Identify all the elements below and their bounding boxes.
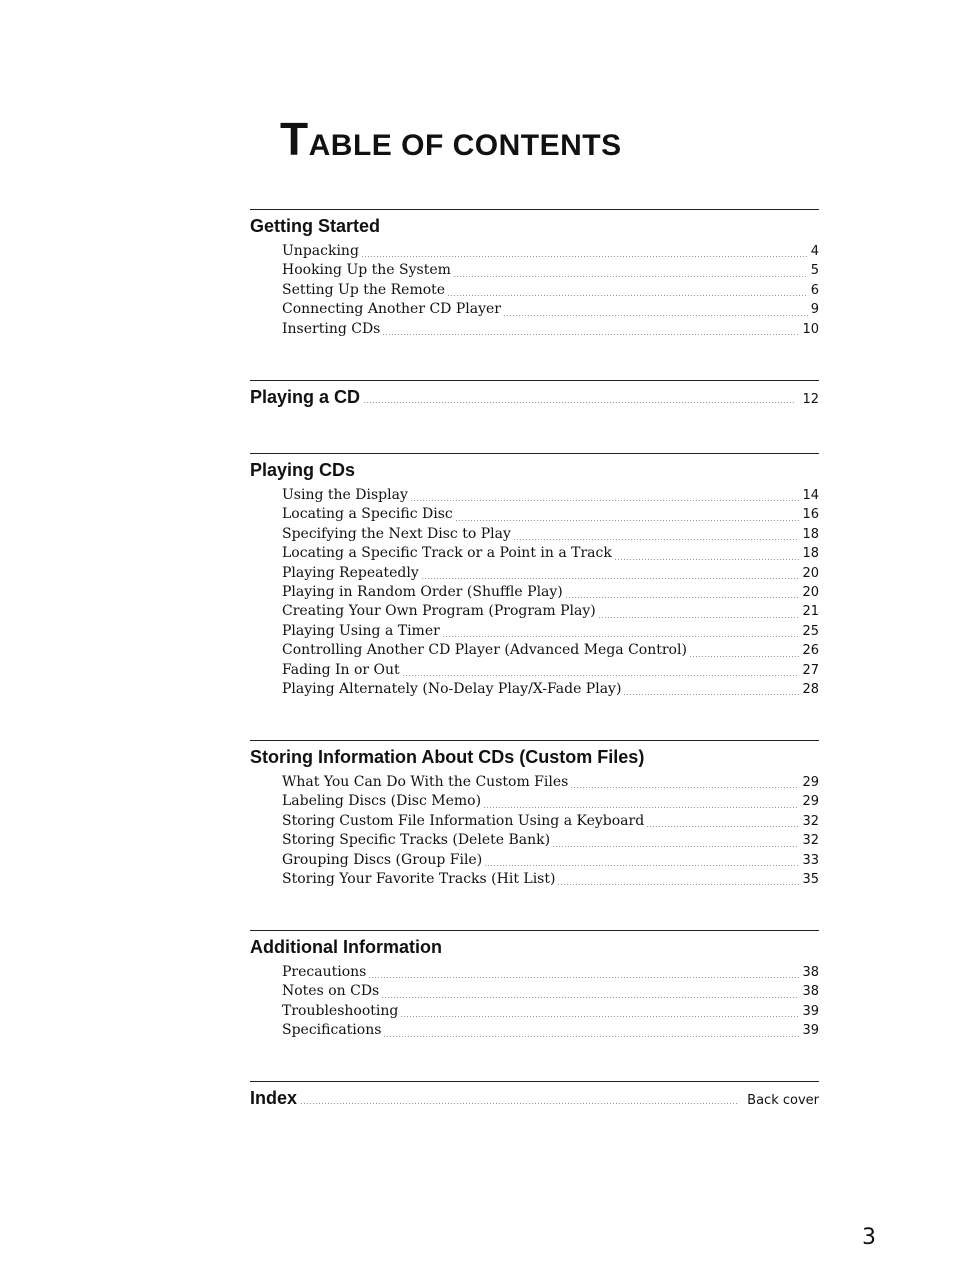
dot-leader bbox=[689, 656, 800, 657]
toc-entry-label: Connecting Another CD Player bbox=[282, 301, 501, 318]
toc-entry[interactable] bbox=[282, 681, 819, 700]
toc-entry-page: 32 bbox=[802, 813, 819, 829]
toc-entry-page: 5 bbox=[810, 263, 819, 279]
dot-leader bbox=[363, 402, 794, 403]
section-heading: Playing CDs bbox=[250, 460, 356, 480]
dot-leader bbox=[361, 256, 808, 257]
toc-entry-page: Back cover bbox=[747, 1093, 819, 1108]
dot-leader bbox=[300, 1103, 739, 1104]
toc-entry-label: Notes on CDs bbox=[282, 983, 380, 1000]
dot-leader bbox=[455, 520, 800, 521]
section-heading: Index bbox=[250, 1088, 298, 1108]
toc-entry[interactable] bbox=[282, 506, 819, 525]
toc-entry-page: 21 bbox=[802, 604, 819, 620]
section-getting-started bbox=[250, 209, 819, 340]
toc-entry[interactable] bbox=[282, 526, 819, 545]
toc-entry-page: 35 bbox=[802, 871, 819, 887]
dot-leader bbox=[400, 1016, 799, 1017]
toc-entry-page: 27 bbox=[802, 662, 819, 678]
toc-entry-page: 14 bbox=[802, 488, 819, 503]
toc-entry[interactable] bbox=[282, 243, 819, 262]
toc-entry[interactable] bbox=[282, 1022, 819, 1041]
toc-entry[interactable] bbox=[282, 565, 819, 584]
toc-entry-label: Specifications bbox=[282, 1022, 382, 1039]
toc-entry[interactable] bbox=[282, 301, 819, 320]
section-additional-information bbox=[250, 930, 819, 1042]
toc-entry-label: Storing Specific Tracks (Delete Bank) bbox=[282, 832, 551, 849]
dot-leader bbox=[368, 977, 799, 978]
dot-leader bbox=[410, 500, 800, 501]
toc-entry[interactable] bbox=[282, 983, 819, 1002]
toc-entry[interactable] bbox=[282, 262, 819, 281]
toc-entry[interactable] bbox=[282, 793, 819, 812]
dot-leader bbox=[646, 826, 799, 827]
dot-leader bbox=[484, 865, 799, 866]
dot-leader bbox=[557, 884, 799, 885]
toc-entry[interactable] bbox=[282, 1003, 819, 1022]
toc-heading-entry[interactable] bbox=[250, 1087, 819, 1109]
dot-leader bbox=[402, 675, 800, 676]
toc-entry-label: Precautions bbox=[282, 964, 367, 980]
dot-leader bbox=[598, 617, 800, 618]
toc-entry[interactable] bbox=[282, 603, 819, 622]
toc-heading-entry[interactable] bbox=[250, 386, 819, 408]
toc-entry-label: Locating a Specific Track or a Point in a Track bbox=[282, 545, 612, 562]
toc-entry-label: Troubleshooting bbox=[282, 1002, 399, 1019]
section-heading: Additional Information bbox=[250, 937, 442, 957]
dot-leader bbox=[382, 334, 799, 335]
toc-entry-label: Locating a Specific Disc bbox=[282, 506, 453, 523]
toc-entry-page: 20 bbox=[802, 584, 819, 600]
toc-entry-page: 10 bbox=[802, 321, 819, 337]
dot-leader bbox=[623, 694, 799, 695]
dot-leader bbox=[421, 578, 800, 579]
dot-leader bbox=[570, 787, 799, 788]
title-initial: T bbox=[280, 113, 309, 165]
toc-entry[interactable] bbox=[282, 832, 819, 851]
toc-entry-page: 12 bbox=[802, 392, 819, 407]
section-custom-files bbox=[250, 740, 819, 890]
dot-leader bbox=[513, 539, 800, 540]
toc-entry-page: 20 bbox=[802, 565, 819, 581]
toc-entry-page: 29 bbox=[802, 794, 819, 810]
section-playing-cds bbox=[250, 453, 819, 700]
toc-entry-page: 18 bbox=[802, 526, 819, 542]
toc-entry[interactable] bbox=[282, 642, 819, 661]
toc-entry[interactable] bbox=[282, 623, 819, 642]
toc-entry-label: What You Can Do With the Custom Files bbox=[282, 774, 569, 790]
toc-entry-label: Specifying the Next Disc to Play bbox=[282, 525, 511, 542]
dot-leader bbox=[552, 846, 799, 847]
toc-entry-label: Controlling Another CD Player (Advanced Mega Control) bbox=[282, 642, 687, 659]
dot-leader bbox=[453, 276, 808, 277]
toc-entry-page: 6 bbox=[810, 282, 819, 298]
toc-entry-page: 39 bbox=[802, 1023, 819, 1039]
dot-leader bbox=[383, 1036, 799, 1037]
toc-entry-page: 39 bbox=[802, 1003, 819, 1019]
page-title bbox=[280, 112, 622, 166]
dot-leader bbox=[614, 559, 800, 560]
toc-entry[interactable] bbox=[282, 282, 819, 301]
dot-leader bbox=[442, 636, 800, 637]
toc-entry-page: 16 bbox=[802, 507, 819, 523]
toc-entry-page: 9 bbox=[810, 302, 819, 318]
dot-leader bbox=[447, 295, 808, 296]
toc-entry-page: 32 bbox=[802, 833, 819, 849]
toc-entry-label: Playing Using a Timer bbox=[282, 622, 440, 639]
dot-leader bbox=[381, 997, 799, 998]
toc-entry-label: Setting Up the Remote bbox=[282, 281, 446, 298]
toc-entry-label: Playing Alternately (No-Delay Play/X-Fade Play) bbox=[282, 680, 622, 697]
toc-entry-label: Fading In or Out bbox=[282, 661, 400, 678]
toc-entry-page: 26 bbox=[802, 643, 819, 659]
toc-entry[interactable] bbox=[282, 852, 819, 871]
toc-entry-label: Grouping Discs (Group File) bbox=[282, 851, 483, 868]
toc-entry-label: Using the Display bbox=[282, 487, 408, 503]
toc-entry[interactable] bbox=[282, 545, 819, 564]
toc-entry-page: 38 bbox=[802, 965, 819, 980]
toc-entry[interactable] bbox=[282, 584, 819, 603]
section-heading: Getting Started bbox=[250, 216, 381, 236]
toc-entry[interactable] bbox=[282, 964, 819, 983]
toc-entry-page: 33 bbox=[802, 852, 819, 868]
page-number: 3 bbox=[862, 1225, 876, 1250]
section-playing-a-cd bbox=[250, 380, 819, 408]
dot-leader bbox=[483, 807, 799, 808]
dot-leader bbox=[565, 597, 800, 598]
toc-entry-page: 4 bbox=[810, 244, 819, 259]
dot-leader bbox=[503, 315, 808, 316]
toc-entry[interactable] bbox=[282, 813, 819, 832]
title-rest: ABLE OF CONTENTS bbox=[308, 129, 622, 162]
toc-entry-page: 38 bbox=[802, 984, 819, 1000]
toc-entry-label: Inserting CDs bbox=[282, 320, 381, 337]
toc-entry-page: 29 bbox=[802, 775, 819, 790]
section-index bbox=[250, 1081, 819, 1109]
toc-entry-label: Unpacking bbox=[282, 243, 359, 259]
toc-entry-page: 25 bbox=[802, 623, 819, 639]
toc-entry[interactable] bbox=[282, 487, 819, 506]
section-heading: Playing a CD bbox=[250, 387, 361, 407]
toc-entry-label: Hooking Up the System bbox=[282, 262, 451, 279]
toc-entry-label: Storing Custom File Information Using a Keyboard bbox=[282, 812, 645, 829]
toc-entry[interactable] bbox=[282, 774, 819, 793]
toc-entry-label: Labeling Discs (Disc Memo) bbox=[282, 793, 482, 810]
toc-entry[interactable] bbox=[282, 662, 819, 681]
toc-entry-label: Storing Your Favorite Tracks (Hit List) bbox=[282, 870, 556, 887]
toc-entry-label: Creating Your Own Program (Program Play) bbox=[282, 603, 596, 620]
section-heading: Storing Information About CDs (Custom Files) bbox=[250, 747, 645, 767]
toc-entry-label: Playing in Random Order (Shuffle Play) bbox=[282, 583, 563, 600]
toc-entry-page: 28 bbox=[802, 681, 819, 697]
toc-entry-page: 18 bbox=[802, 546, 819, 562]
toc-entry[interactable] bbox=[282, 871, 819, 890]
toc-entry[interactable] bbox=[282, 321, 819, 340]
toc-entry-label: Playing Repeatedly bbox=[282, 564, 419, 581]
